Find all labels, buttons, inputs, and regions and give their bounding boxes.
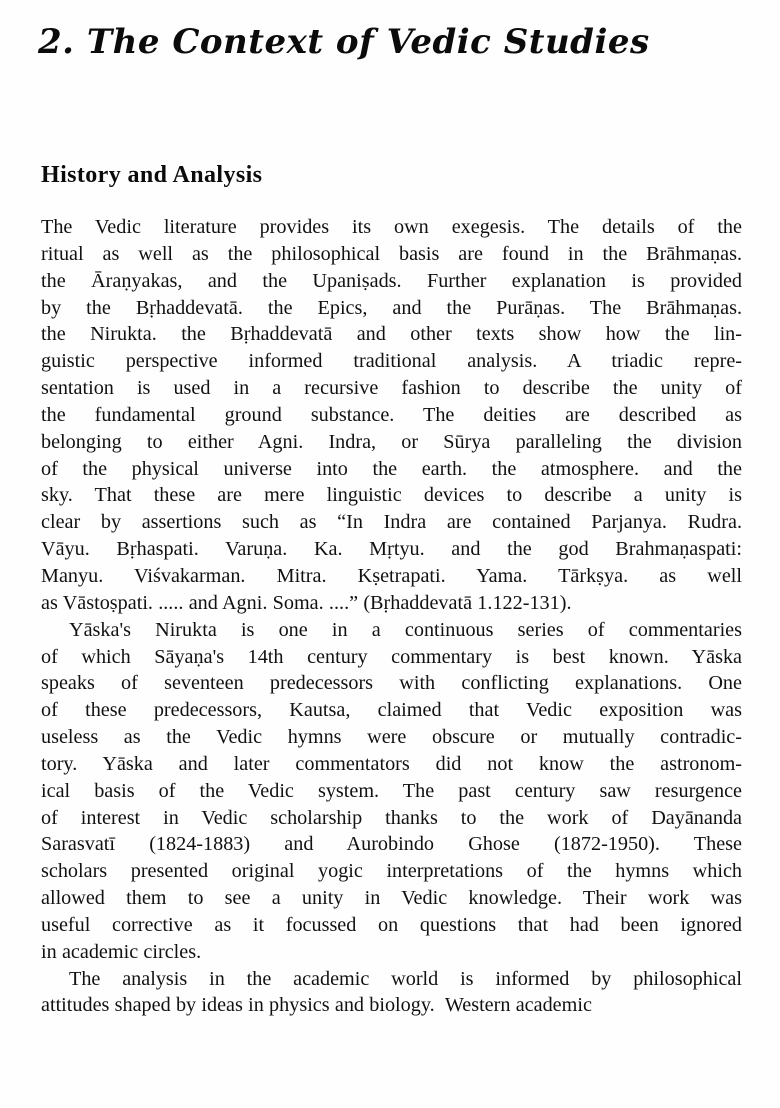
section-heading: History and Analysis [41,162,263,188]
text-line: ical basis of the Vedic system. The past century saw resurgence [41,779,742,802]
text-line: belonging to either Agni. Indra, or Sūrya paralleling the division [41,430,742,453]
text-line: useless as the Vedic hymns were obscure or mutually contradic- [41,726,742,749]
text-line: speaks of seventeen predecessors with conflicting explanations. One [41,672,742,695]
text-line: tory. Yāska and later commentators did not know the astronom- [41,752,742,775]
text-line: Manyu. Viśvakarman. Mitra. Kṣetrapati. Yama. Tārkṣya. as well [41,564,742,587]
text-line: sentation is used in a recursive fashion to describe the unity of [41,377,742,400]
text-line: sky. That these are mere linguistic devices to describe a unity is [41,484,742,507]
text-line: Sarasvatī (1824-1883) and Aurobindo Ghose (1872-1950). These [41,833,742,856]
text-line: Vāyu. Bṛhaspati. Varuṇa. Ka. Mṛtyu. and the god Brahmaṇaspati: [41,538,742,561]
text-line: scholars presented original yogic interpretations of the hymns which [41,860,742,883]
text-line: of interest in Vedic scholarship thanks to the work of Dayānanda [41,806,742,829]
text-line: the Āraṇyakas, and the Upaniṣads. Further explanation is provided [41,269,742,292]
text-line: The analysis in the academic world is informed by philosophical [69,967,742,990]
text-line: allowed them to see a unity in Vedic knowledge. Their work was [41,887,742,910]
text-line: of which Sāyaṇa's 14th century commentary is best known. Yāska [41,645,742,668]
body-text [41,214,742,1019]
text-line: attitudes shaped by ideas in physics and biology. Western academic [41,994,592,1017]
text-line: of these predecessors, Kautsa, claimed that Vedic exposition was [41,699,742,722]
text-line: ritual as well as the philosophical basis are found in the Brāhmaṇas. [41,242,742,265]
text-line: The Vedic literature provides its own exegesis. The details of the [41,216,742,238]
text-line: Yāska's Nirukta is one in a continuous series of commentaries [69,618,742,641]
text-line: as Vāstoṣpati. ..... and Agni. Soma. ....” (Bṛhaddevatā 1.122-131). [41,591,572,614]
page-title: 2. The Context of Vedic Studies [38,22,650,62]
text-line: guistic perspective informed traditional analysis. A triadic repre- [41,350,742,373]
text-line: of the physical universe into the earth. the atmosphere. and the [41,457,742,480]
text-line: the Nirukta. the Bṛhaddevatā and other texts show how the lin- [41,323,742,346]
text-line: in academic circles. [41,940,202,963]
text-line: the fundamental ground substance. The deities are described as [41,403,742,426]
paragraph [41,966,742,1020]
paragraph [41,214,742,617]
text-line: by the Bṛhaddevatā. the Epics, and the Purāṇas. The Brāhmaṇas. [41,296,742,319]
text-line: clear by assertions such as “In Indra are contained Parjanya. Rudra. [41,511,742,534]
paragraph [41,617,742,966]
text-line: useful corrective as it focussed on questions that had been ignored [41,913,742,936]
